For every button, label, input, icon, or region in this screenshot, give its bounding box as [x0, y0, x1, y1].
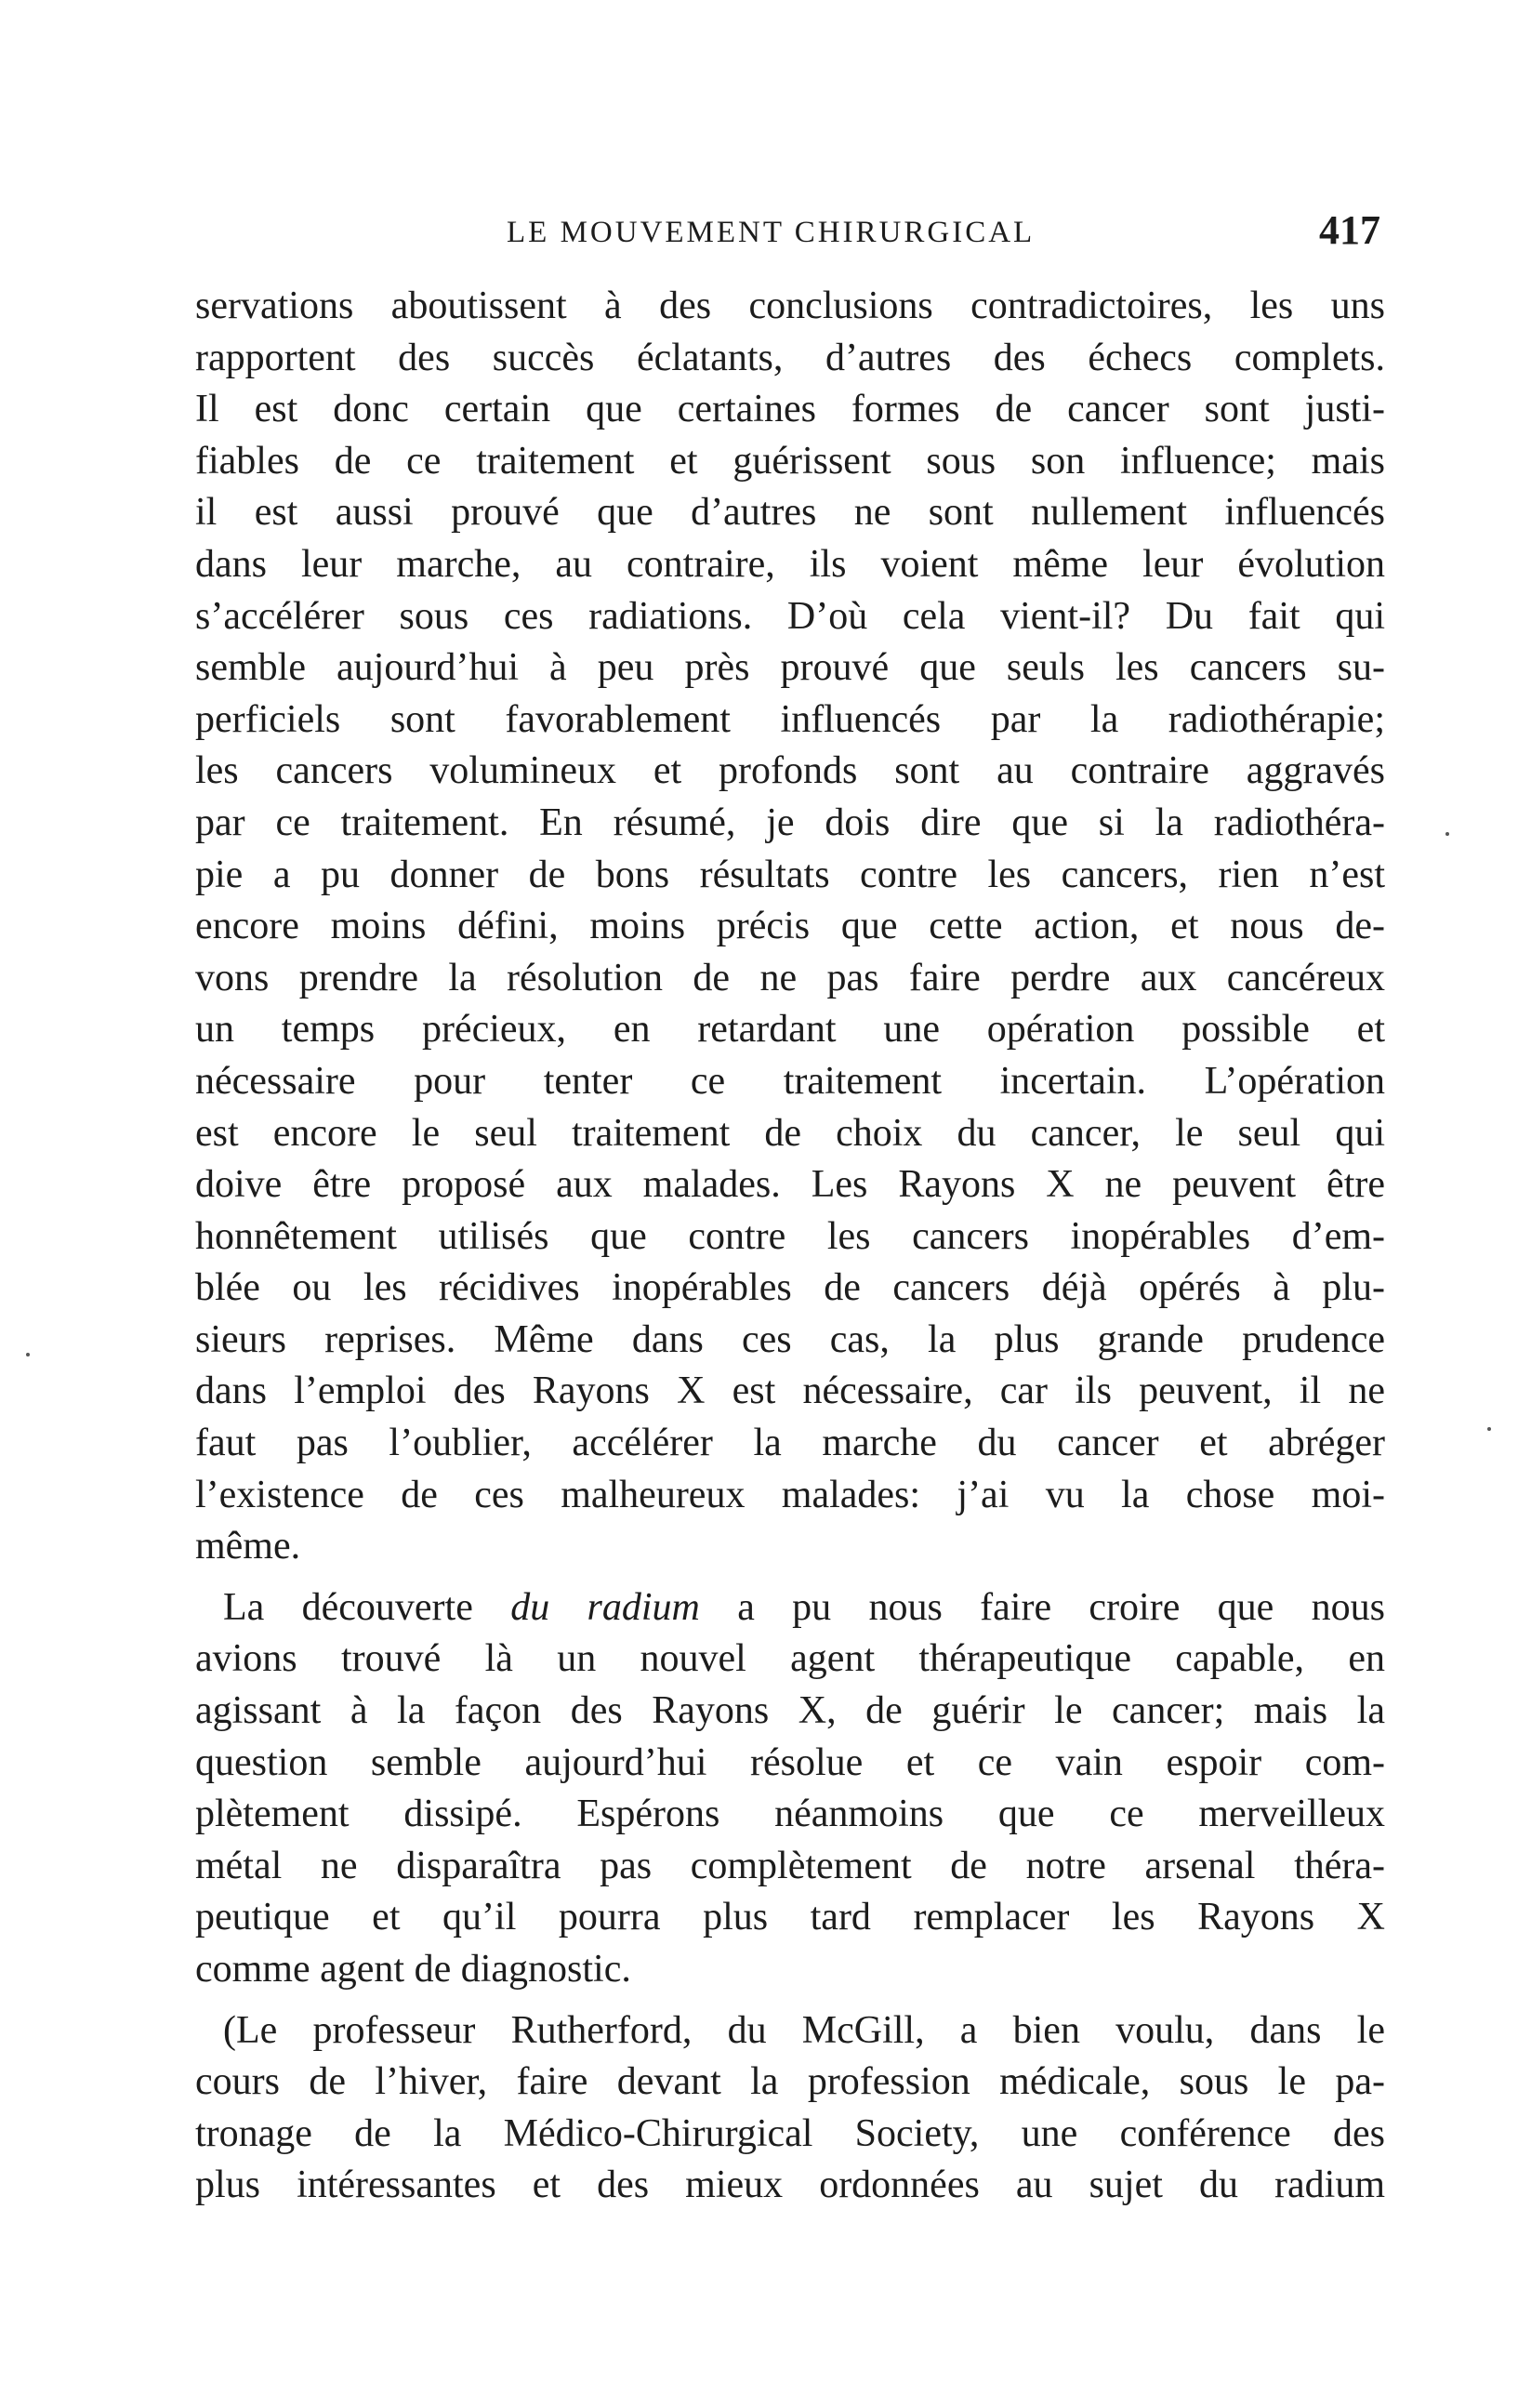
- text-line: métal ne disparaîtra pas complètement de notre arsenal théra-: [195, 1844, 1385, 1887]
- text-line: rapportent des succès éclatants, d’autres des échecs complets.: [195, 336, 1385, 379]
- text-line: pie a pu donner de bons résultats contre les cancers, rien n’est: [195, 853, 1385, 896]
- text-line: s’accélérer sous ces radiations. D’où cela vient-il? Du fait qui: [195, 594, 1385, 638]
- text-line: doive être proposé aux malades. Les Rayons X ne peuvent être: [195, 1163, 1385, 1207]
- text-line: servations aboutissent à des conclusions contradictoires, les uns: [195, 284, 1385, 327]
- text-line: vons prendre la résolution de ne pas faire perdre aux cancéreux: [195, 956, 1385, 999]
- text-line: peutique et qu’il pourra plus tard remplacer les Rayons X: [195, 1896, 1385, 1939]
- italic-phrase: du radium: [510, 1585, 700, 1629]
- text-line: (Le professeur Rutherford, du McGill, a bien voulu, dans le: [223, 2008, 1385, 2052]
- text-line: honnêtement utilisés que contre les cancers inopérables d’em-: [195, 1214, 1385, 1258]
- text-line: les cancers volumineux et profonds sont au contraire aggravés: [195, 749, 1385, 793]
- paragraph-gap: [195, 1573, 1385, 1582]
- text-line: avions trouvé là un nouvel agent thérapeutique capable, en: [195, 1637, 1385, 1681]
- text-line-with-italic: [195, 1582, 1385, 1634]
- text-line: il est aussi prouvé que d’autres ne sont nullement influencés: [195, 491, 1385, 535]
- text-line: par ce traitement. En résumé, je dois dire que si la radiothéra-: [195, 800, 1385, 844]
- text-line: même.: [195, 1525, 301, 1568]
- text-line: question semble aujourd’hui résolue et ce vain espoir com-: [195, 1740, 1385, 1784]
- paper-speck: [1445, 832, 1449, 836]
- text-line: Il est donc certain que certaines formes de cancer sont justi-: [195, 388, 1385, 431]
- paragraph-2: [195, 1582, 1385, 1996]
- text-line: tronage de la Médico-Chirurgical Society, une conférence des: [195, 2111, 1385, 2155]
- text-line: l’existence de ces malheureux malades: j’ai vu la chose moi-: [195, 1473, 1385, 1516]
- text-line: est encore le seul traitement de choix du cancer, le seul qui: [195, 1111, 1385, 1155]
- text-line: encore moins défini, moins précis que cette action, et nous de-: [195, 905, 1385, 948]
- text-line: dans l’emploi des Rayons X est nécessaire, car ils peuvent, il ne: [195, 1369, 1385, 1413]
- page-number: 417: [1319, 207, 1380, 253]
- paragraph-3: [195, 2005, 1385, 2212]
- paragraph-1: [195, 281, 1385, 1573]
- paragraph-gap: [195, 1996, 1385, 2005]
- text-line: semble aujourd’hui à peu près prouvé que seuls les cancers su-: [195, 646, 1385, 690]
- text-line: dans leur marche, au contraire, ils voient même leur évolution: [195, 542, 1385, 586]
- text-line: plus intéressantes et des mieux ordonnées au sujet du radium: [195, 2163, 1385, 2207]
- text-line: agissant à la façon des Rayons X, de guérir le cancer; mais la: [195, 1689, 1385, 1733]
- running-header: [186, 206, 1380, 262]
- running-title: LE MOUVEMENT CHIRURGICAL: [507, 216, 1036, 249]
- text-line: plètement dissipé. Espérons néanmoins que ce merveilleux: [195, 1793, 1385, 1836]
- paper-speck: [26, 1353, 30, 1356]
- text-line-part: a pu nous faire croire que nous: [699, 1585, 1385, 1629]
- text-line: cours de l’hiver, faire devant la profession médicale, sous le pa-: [195, 2060, 1385, 2104]
- text-line: sieurs reprises. Même dans ces cas, la plus grande prudence: [195, 1317, 1385, 1361]
- text-line: comme agent de diagnostic.: [195, 1948, 631, 1991]
- text-line: faut pas l’oublier, accélérer la marche du cancer et abréger: [195, 1422, 1385, 1465]
- paper-speck: [1487, 1427, 1491, 1431]
- text-line: nécessaire pour tenter ce traitement incertain. L’opération: [195, 1059, 1385, 1103]
- text-line: un temps précieux, en retardant une opération possible et: [195, 1008, 1385, 1052]
- text-line: fiables de ce traitement et guérissent sous son influence; mais: [195, 439, 1385, 483]
- text-line-part: La découverte: [223, 1585, 511, 1629]
- body-text: [195, 281, 1385, 2212]
- text-line: blée ou les récidives inopérables de cancers déjà opérés à plu-: [195, 1266, 1385, 1310]
- text-line: perficiels sont favorablement influencés par la radiothérapie;: [195, 697, 1385, 741]
